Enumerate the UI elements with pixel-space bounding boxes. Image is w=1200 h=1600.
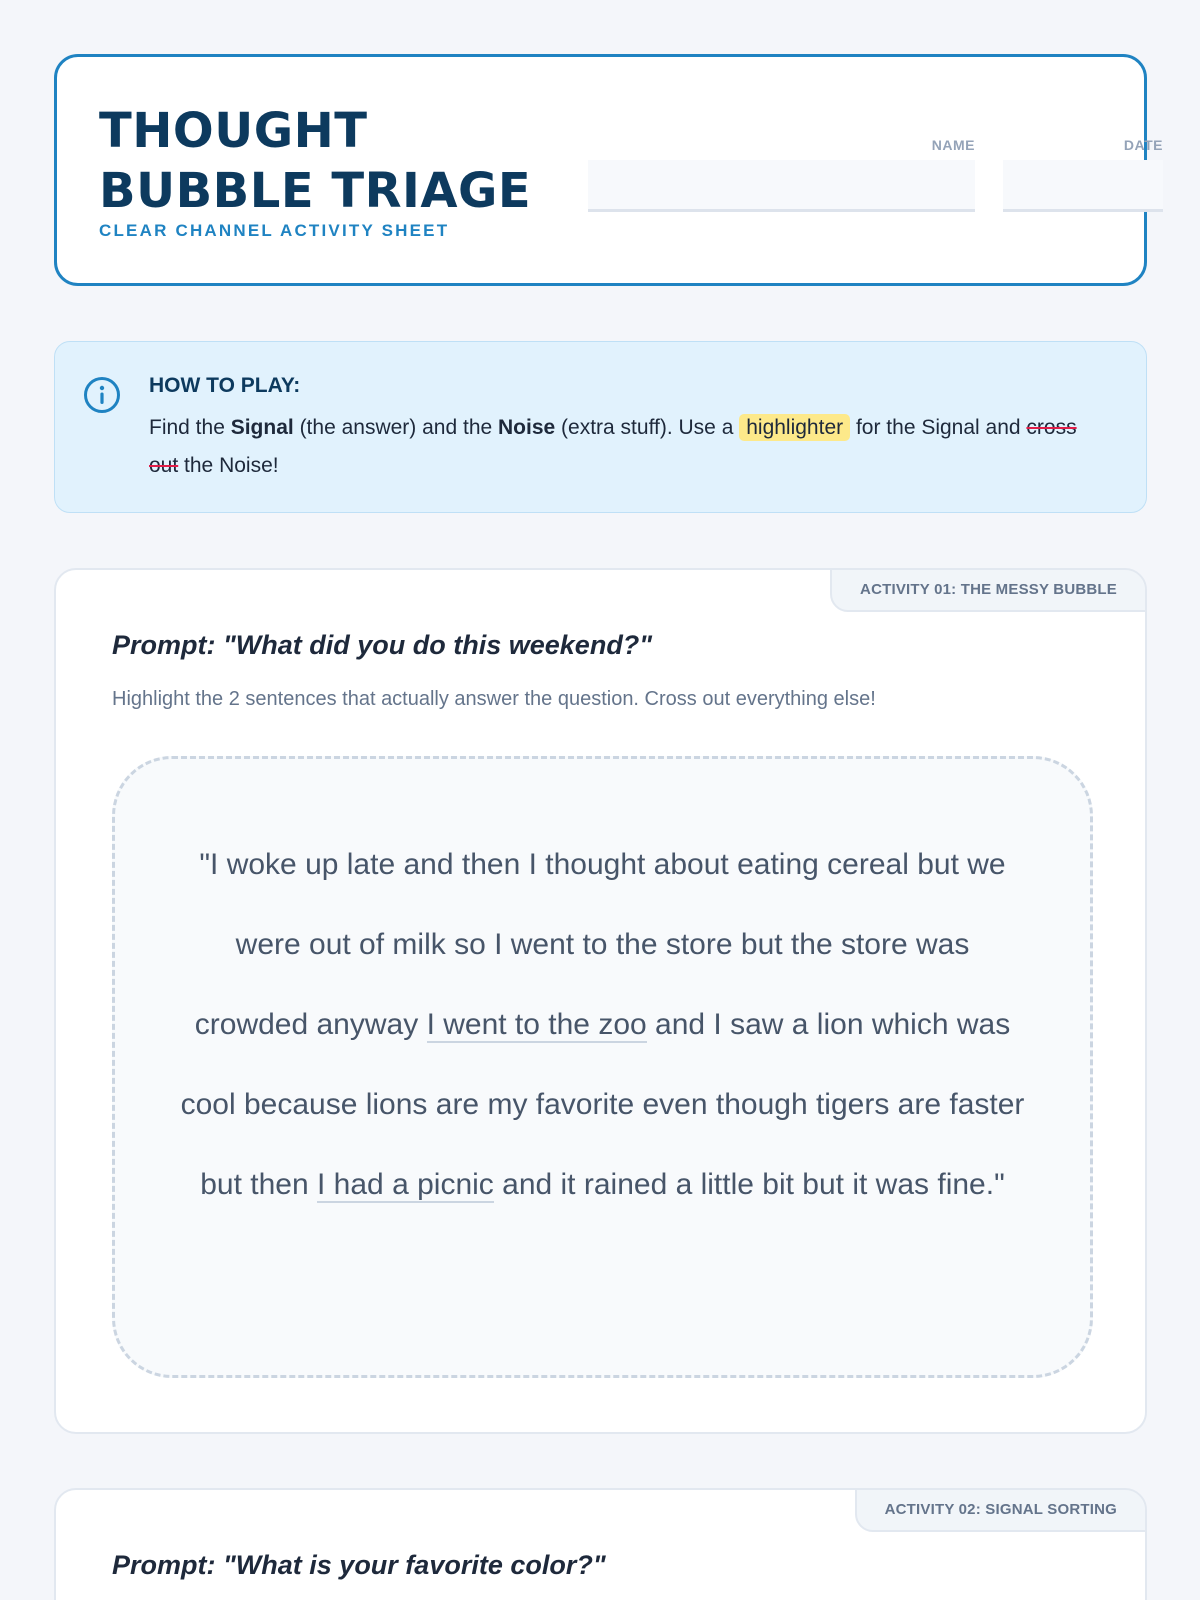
activity-01-tag: ACTIVITY 01: THE MESSY BUBBLE [830, 568, 1147, 612]
title-line-1: THOUGHT [99, 103, 368, 159]
page-title [99, 101, 579, 221]
how-to-play-box [54, 341, 1147, 513]
date-label: DATE [1123, 137, 1163, 153]
signal-term: Signal [230, 416, 294, 439]
title-line-2: BUBBLE TRIAGE [99, 163, 532, 219]
name-field[interactable] [588, 160, 975, 212]
activity-02-card [54, 1488, 1147, 1600]
info-text-part: (the answer) and the [293, 416, 499, 439]
date-field[interactable] [1003, 160, 1163, 212]
how-to-play-heading: HOW TO PLAY: [149, 374, 301, 397]
header-card [54, 54, 1163, 286]
activity-01-prompt: Prompt: "What did you do this weekend?" [112, 630, 653, 660]
page-subtitle: CLEAR CHANNEL ACTIVITY SHEET [99, 221, 450, 240]
info-text-part: the Noise! [178, 454, 279, 477]
info-text-part: for the Signal and [850, 416, 1027, 439]
highlighter-example: highlighter [739, 414, 850, 441]
activity-02-prompt: Prompt: "What is your favorite color?" [112, 1550, 606, 1580]
bubble-text[interactable] [175, 825, 1030, 1225]
noise-text[interactable]: and I saw a lion which was cool because lions are my favorite even though tigers are faster but then [180, 1008, 1025, 1201]
noise-text[interactable]: "I woke up late and then I thought about eating cereal but we were out of milk so I went to the store but the store was crowded anyway [194, 848, 1006, 1041]
noise-text[interactable]: and it rained a little bit but it was fine." [493, 1168, 1005, 1201]
noise-term: Noise [498, 416, 556, 439]
how-to-play-text [149, 409, 1109, 485]
info-text-part: (extra stuff). Use a [555, 416, 740, 439]
info-text-part: Find the [149, 416, 231, 439]
activity-02-tag: ACTIVITY 02: SIGNAL SORTING [855, 1488, 1147, 1532]
thought-bubble [112, 756, 1093, 1378]
name-label: NAME [931, 137, 975, 153]
signal-text[interactable]: I went to the zoo [426, 1008, 647, 1041]
cross-out-example: cross out [149, 416, 1077, 477]
activity-01-card [54, 568, 1147, 1434]
signal-text[interactable]: I had a picnic [317, 1168, 494, 1201]
info-circle-icon [83, 376, 121, 414]
activity-01-instruction: Highlight the 2 sentences that actually answer the question. Cross out everything else! [112, 688, 876, 710]
